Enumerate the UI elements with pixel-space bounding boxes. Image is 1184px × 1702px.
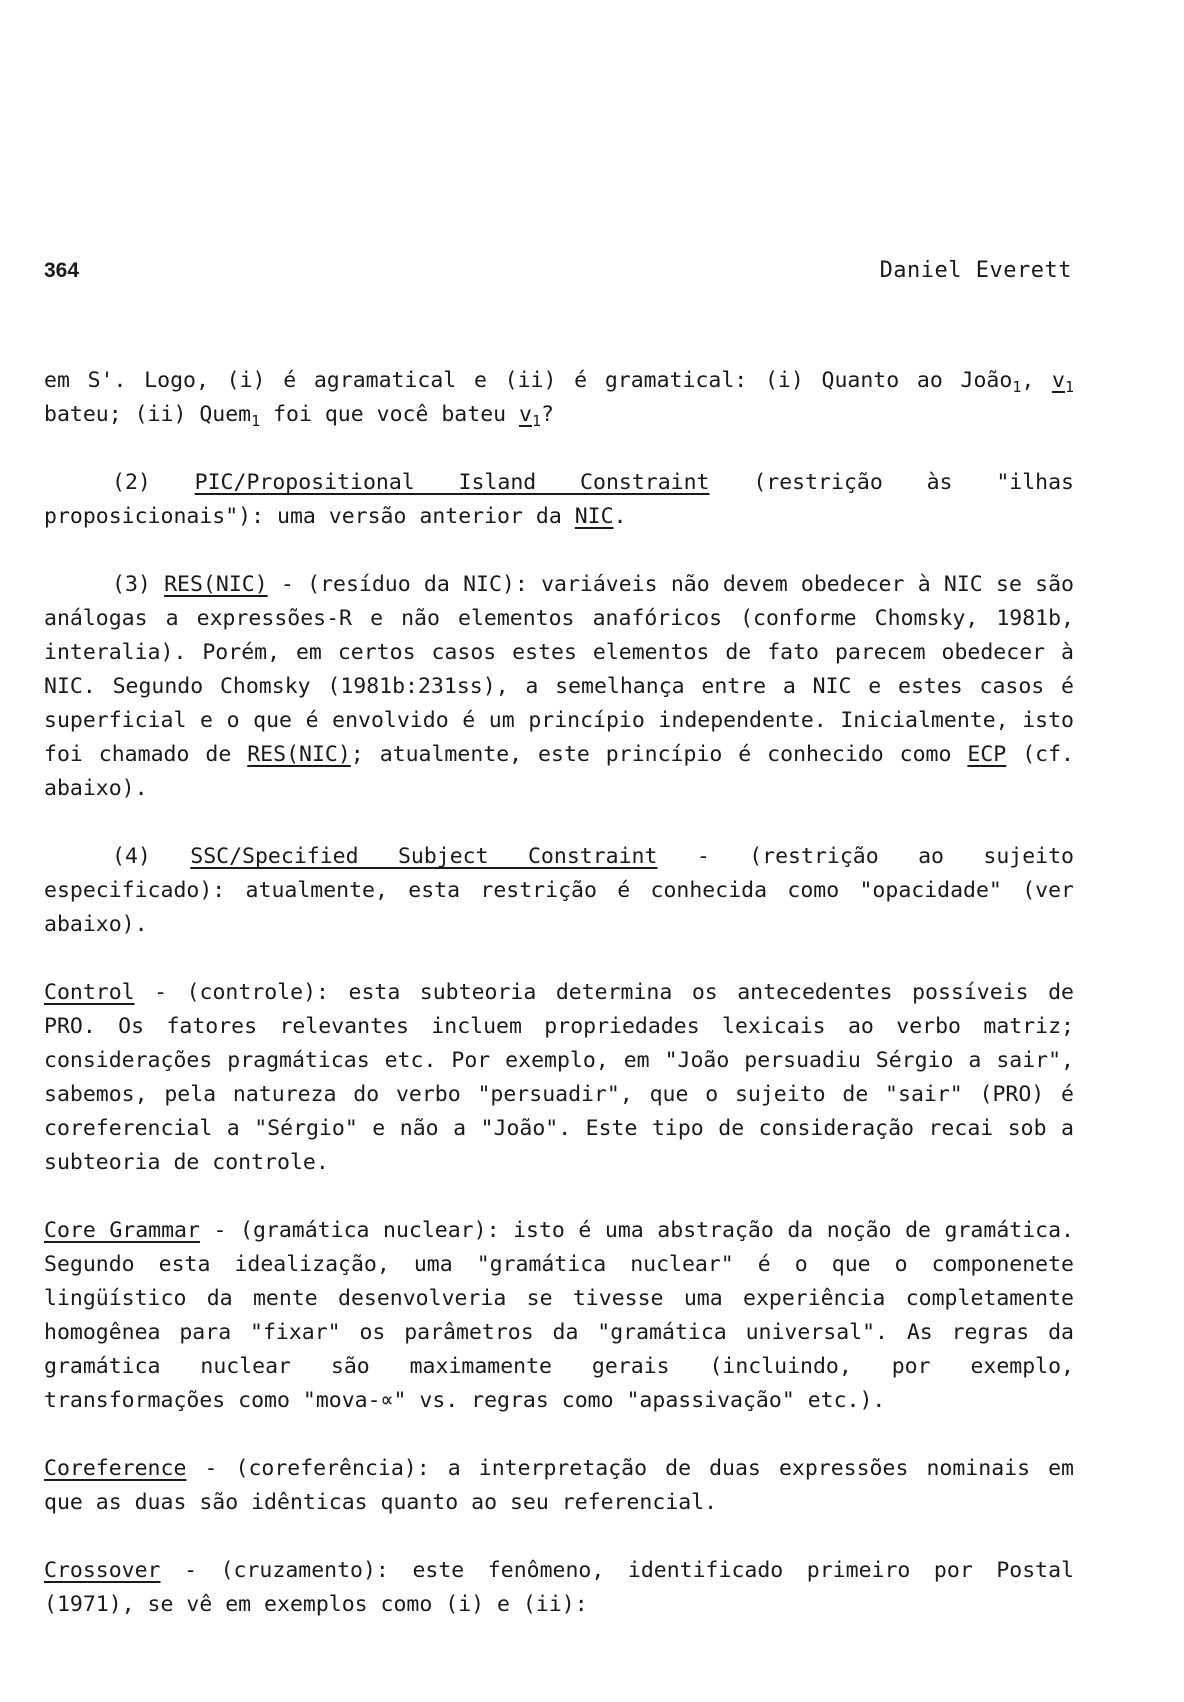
glossary-term: Coreference <box>44 1456 187 1481</box>
running-head-author: Daniel Everett <box>879 258 1072 283</box>
index-subscript: 1 <box>251 412 261 430</box>
page-header <box>44 258 1072 283</box>
item-text: - (resíduo da NIC): variáveis não devem obedecer à NIC se são análogas a expressões-R e não elementos anafóricos (conforme Chomsky, 1981b, interalia). Porém, em certos casos estes elementos de fato parecem obedecer à NIC. Segundo Chomsky (1981b:231ss), a semelhança entre a NIC e estes casos é superficial e o que é envolvido é um princípio independente. Inicialmente, isto foi chamado de <box>44 572 1074 767</box>
glossary-term: Crossover <box>44 1558 161 1583</box>
item-term: RES(NIC) <box>164 572 268 597</box>
list-item-res-nic <box>44 568 1074 806</box>
continuation-paragraph <box>44 364 1074 432</box>
item-text: (restrição às "ilhas proposicionais"): uma versão anterior da <box>44 470 1074 529</box>
continuation-text-5: ? <box>541 402 554 427</box>
glossary-term: Core Grammar <box>44 1218 200 1243</box>
list-item-pic: (2) PIC/Propositional Island Constraint (restrição às "ilhas proposicionais"): uma versão anterior da NIC. <box>44 470 1074 529</box>
continuation-text-2: , <box>1021 368 1053 393</box>
glossary-definition: - (coreferência): a interpretação de duas expressões nominais em que as duas são idênticas quanto ao seu referencial. <box>44 1456 1074 1515</box>
item-text: - (restrição ao sujeito especificado): atualmente, esta restrição é conhecida como "opacidade" (ver abaixo). <box>44 844 1074 937</box>
trace-variable: $v_1$ <box>519 402 542 430</box>
item-number: (4) <box>112 844 191 869</box>
glossary-entry-crossover <box>44 1554 1074 1622</box>
page-number: 364 <box>44 259 80 282</box>
continuation-text-3: bateu; (ii) Quem <box>44 402 252 427</box>
body-text <box>44 364 1074 1656</box>
item-term: SSC/Specified Subject Constraint <box>190 844 658 869</box>
item-term: PIC/Propositional Island Constraint <box>194 470 710 495</box>
index-subscript: 1 <box>1012 378 1022 396</box>
item-text: (cf. abaixo). <box>44 742 1074 801</box>
item-number: (2) <box>112 470 195 495</box>
glossary-definition: - (controle): esta subteoria determina os antecedentes possíveis de PRO. Os fatores relevantes incluem propriedades lexicais ao verbo matriz; considerações pragmáticas etc. Por exemplo, em "João persuadiu Sérgio a sair", sabemos, pela natureza do verbo "persuadir", que o sujeito de "sair" (PRO) é coreferencial a "Sérgio" e não a "João". Este tipo de consideração recai sob a subteoria de controle. <box>44 980 1074 1175</box>
glossary-entry-control <box>44 976 1074 1180</box>
item-reference: ECP <box>967 742 1007 767</box>
list-item-ssc <box>44 840 1074 942</box>
glossary-definition: - (cruzamento): este fenômeno, identificado primeiro por Postal (1971), se vê em exemplos como (i) e (ii): <box>44 1558 1074 1617</box>
glossary-entry-coreference <box>44 1452 1074 1520</box>
item-text: ; atualmente, este princípio é conhecido como <box>350 742 968 767</box>
glossary-entry-core-grammar <box>44 1214 1074 1418</box>
continuation-text-4: foi que você bateu <box>260 402 520 427</box>
continuation-text-1: em S'. Logo, (i) é agramatical e (ii) é gramatical: (i) Quanto ao João <box>44 368 1013 393</box>
trace-variable: $v_1$ <box>1052 368 1075 396</box>
glossary-term: Control <box>44 980 135 1005</box>
item-reference: RES(NIC) <box>247 742 351 767</box>
glossary-definition: - (gramática nuclear): isto é uma abstração da noção de gramática. Segundo esta idealização, uma "gramática nuclear" é o que o componenete lingüístico da mente desenvolveria se tivesse uma experiência completamente homogênea para "fixar" os parâmetros da "gramática universal". As regras da gramática nuclear são maximamente gerais (incluindo, por exemplo, transformações como "mova-∝" vs. regras como "apassivação" etc.). <box>44 1218 1074 1413</box>
item-number: (3) <box>112 572 165 597</box>
item-reference: NIC <box>574 504 614 529</box>
